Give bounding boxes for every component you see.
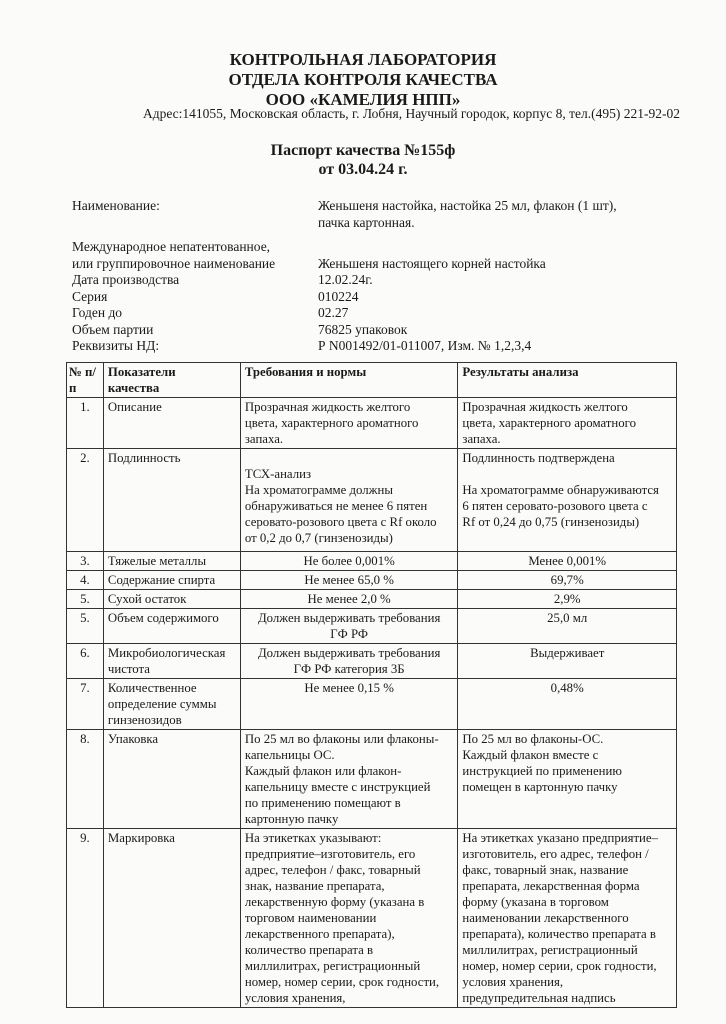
info-row (72, 322, 617, 339)
result: Менее 0,001% (458, 552, 677, 571)
requirement: На этикетках указывают: предприятие–изготовитель, его адрес, телефон / факс, товарный знак, название препарата, лекарственную форму (указана в торговом наименовании лекарственного препарата), количество препарата в миллилитрах, регистрационный номер, номер серии, срок годности, условия хранения, (240, 829, 458, 1008)
passport-title: Паспорт качества №155ф (270, 142, 456, 159)
indicator-name: Микробиологическая чистота (103, 644, 240, 679)
info-row (72, 338, 617, 355)
table-row (67, 590, 677, 609)
info-label: Объем партии (72, 321, 154, 337)
indicator-name: Упаковка (103, 730, 240, 829)
table-row (67, 730, 677, 829)
requirement: Прозрачная жидкость желтого цвета, характерного ароматного запаха. (240, 398, 458, 449)
table-row (67, 609, 677, 644)
result: Подлинность подтверждена На хроматограмме обнаруживаются 6 пятен серовато-розового цвета с Rf от 0,24 до 0,75 (гинзенозиды) (458, 449, 677, 552)
indicator-name: Маркировка (103, 829, 240, 1008)
info-row (72, 272, 617, 289)
requirement: Не более 0,001% (240, 552, 458, 571)
indicator-name: Сухой остаток (103, 590, 240, 609)
info-label: Серия (72, 288, 108, 304)
indicator-name: Количественное определение суммы гинзенозидов (103, 679, 240, 730)
indicator-name: Тяжелые металлы (103, 552, 240, 571)
address: Адрес:141055, Московская область, г. Лобня, Научный городок, корпус 8, тел.(495) 221-92-02 (142, 106, 680, 121)
indicator-name: Объем содержимого (103, 609, 240, 644)
indicator-name: Подлинность (103, 449, 240, 552)
info-label: Международное непатентованное, или группировочное наименование (72, 239, 276, 271)
info-row (72, 239, 617, 272)
result: Прозрачная жидкость желтого цвета, характерного ароматного запаха. (458, 398, 677, 449)
requirement: Не менее 2,0 % (240, 590, 458, 609)
col-results: Результаты анализа (458, 363, 677, 398)
info-row (72, 289, 617, 306)
info-label: Дата производства (72, 272, 180, 287)
col-number: № п/п (67, 363, 104, 398)
indicator-name: Содержание спирта (103, 571, 240, 590)
product-info (72, 198, 617, 355)
table-row (67, 829, 677, 1008)
info-value: Женьшеня настойка, настойка 25 мл, флакон (1 шт), пачка картонная. (318, 198, 617, 230)
requirement: Не менее 65,0 % (240, 571, 458, 590)
info-label: Годен до (72, 305, 123, 320)
info-row (72, 198, 617, 231)
info-value: 02.27 (318, 305, 349, 320)
result: На этикетках указано предприятие– изготовитель, его адрес, телефон / факс, товарный знак, название препарата, лекарственная форма форму (указана в торговом наименовании лекарственного препарата), количество препарата в миллилитрах, регистрационный номер, номер серии, срок годности, условия хранения, предупредительная надпись (458, 829, 677, 1008)
row-number: 5. (67, 609, 104, 644)
requirement: ТСХ-анализ На хроматограмме должны обнаруживаться не менее 6 пятен серовато-розового цвета с Rf около от 0,2 до 0,7 (гинзенозиды) (240, 449, 458, 552)
lab-title: КОНТРОЛЬНАЯ ЛАБОРАТОРИЯ (229, 50, 497, 69)
info-label: Наименование: (72, 198, 160, 213)
info-value: Р N001492/01-011007, Изм. № 1,2,3,4 (318, 338, 532, 353)
info-value: 010224 (318, 288, 359, 304)
quality-table (66, 362, 677, 1008)
row-number: 4. (67, 571, 104, 590)
info-label: Реквизиты НД: (72, 338, 160, 353)
info-row (72, 305, 617, 322)
table-row (67, 552, 677, 571)
row-number: 6. (67, 644, 104, 679)
requirement: Должен выдерживать требования ГФ РФ категория 3Б (240, 644, 458, 679)
info-value: 76825 упаковок (318, 321, 408, 337)
table-row (67, 398, 677, 449)
requirement: По 25 мл во флаконы или флаконы- капельницы ОС. Каждый флакон или флакон- капельницу вместе с инструкцией по применению помещают в картонную пачку (240, 730, 458, 829)
row-number: 8. (67, 730, 104, 829)
result: 69,7% (458, 571, 677, 590)
info-value: Женьшеня настоящего корней настойка (318, 255, 546, 271)
requirement: Должен выдерживать требования ГФ РФ (240, 609, 458, 644)
info-value: 12.02.24г. (318, 272, 373, 287)
table-header-row (67, 363, 677, 398)
row-number: 1. (67, 398, 104, 449)
passport-date: от 03.04.24 г. (318, 161, 408, 178)
table-row (67, 679, 677, 730)
result: Выдерживает (458, 644, 677, 679)
row-number: 5. (67, 590, 104, 609)
row-number: 2. (67, 449, 104, 552)
result: 25,0 мл (458, 609, 677, 644)
indicator-name: Описание (103, 398, 240, 449)
result: По 25 мл во флаконы-ОС. Каждый флакон вместе с инструкцией по применению помещен в картонную пачку (458, 730, 677, 829)
col-requirements: Требования и нормы (240, 363, 458, 398)
requirement: Не менее 0,15 % (240, 679, 458, 730)
result: 0,48% (458, 679, 677, 730)
row-number: 9. (67, 829, 104, 1008)
table-row (67, 449, 677, 552)
company-name: ООО «КАМЕЛИЯ НПП» (265, 90, 461, 109)
department-title: ОТДЕЛА КОНТРОЛЯ КАЧЕСТВА (228, 70, 498, 89)
result: 2,9% (458, 590, 677, 609)
table-row (67, 644, 677, 679)
col-indicator: Показатели качества (103, 363, 240, 398)
row-number: 7. (67, 679, 104, 730)
row-number: 3. (67, 552, 104, 571)
table-row (67, 571, 677, 590)
